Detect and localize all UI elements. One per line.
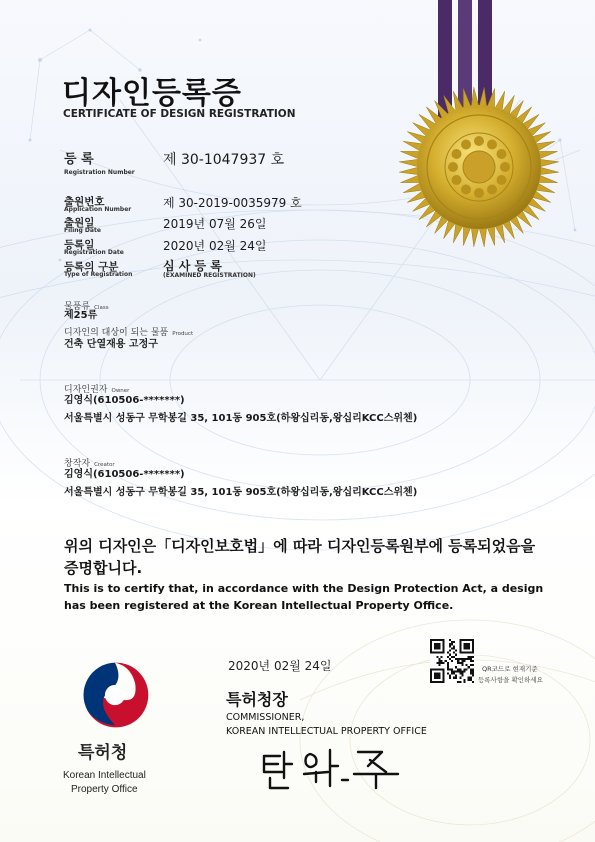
- registration-type-english: (EXAMINED REGISTRATION): [163, 272, 256, 279]
- registration-date-label-english: Registration Date: [64, 249, 124, 256]
- issue-date: 2020년 02월 24일: [228, 659, 332, 673]
- product-value: 건축 단열재용 고정구: [64, 339, 158, 350]
- registration-type-label-english: Type of Registration: [64, 271, 133, 278]
- kipo-logo: [79, 659, 151, 731]
- qr-code: [430, 639, 474, 683]
- logo-name-korean: 특허청: [78, 743, 128, 763]
- registration-label-english: Registration Number: [64, 169, 135, 176]
- product-label: 디자인의 대상이 되는 물품: [64, 328, 169, 338]
- document-title-english: CERTIFICATE OF DESIGN REGISTRATION: [63, 108, 296, 120]
- filing-date: 2019년 07월 26일: [163, 217, 267, 231]
- gold-seal: [394, 82, 564, 252]
- creator-address: 서울특별시 성동구 무학봉길 35, 101동 905호(하왕십리동,왕십리KCC스위첸): [64, 487, 418, 498]
- class-label: 물품류: [64, 302, 91, 312]
- application-number: 제 30-2019-0035979 호: [163, 196, 302, 210]
- certification-statement-korean: 위의 디자인은「디자인보호법」에 따라 디자인등록원부에 등록되었음을 증명합니다.: [64, 537, 536, 577]
- issuer-title-english-line2: KOREAN INTELLECTUAL PROPERTY OFFICE: [226, 726, 427, 737]
- product-label-english: Product: [172, 331, 194, 337]
- registration-type-label: 등록의 구분: [64, 261, 119, 273]
- owner-label-english: Owner: [111, 388, 130, 394]
- certification-statement-english: This is to certify that, in accordance with the Design Protection Act, a design has been registered at the Korean Intellectual Property Office.: [64, 582, 544, 612]
- registration-number: 제 30-1047937 호: [163, 152, 285, 168]
- owner-label: 디자인권자: [64, 385, 108, 395]
- owner-name: 김영식(610506-*******): [64, 395, 185, 406]
- issuer-title: 특허청장: [226, 690, 288, 709]
- logo-name-english-line1: Korean Intellectual: [63, 770, 146, 781]
- registration-type: 심 사 등 록: [163, 259, 222, 273]
- commissioner-signature: [258, 742, 408, 792]
- class-value: 제25류: [64, 310, 98, 321]
- registration-date-label: 등록일: [64, 239, 95, 251]
- qr-note-line1: QR코드로 현재기준: [482, 665, 538, 673]
- creator-name: 김영식(610506-*******): [64, 469, 185, 480]
- logo-name-english-line2: Property Office: [71, 784, 138, 795]
- owner-address: 서울특별시 성동구 무학봉길 35, 101동 905호(하왕십리동,왕십리KCC스위첸): [64, 413, 418, 424]
- class-label-english: Class: [94, 305, 109, 311]
- issuer-title-english-line1: COMMISSIONER,: [226, 712, 305, 723]
- registration-date: 2020년 02월 24일: [163, 239, 267, 253]
- application-number-label-english: Application Number: [64, 206, 132, 213]
- document-title: 디자인등록증: [62, 76, 242, 111]
- qr-note-line2: 등록사항을 확인하세요: [478, 676, 543, 684]
- filing-date-label-english: Filing Date: [64, 227, 101, 234]
- creator-label-english: Creator: [94, 462, 115, 468]
- creator-label: 창작자: [64, 459, 91, 469]
- application-number-label: 출원번호: [64, 196, 105, 208]
- filing-date-label: 출원일: [64, 217, 95, 229]
- registration-label: 등 록: [64, 152, 94, 167]
